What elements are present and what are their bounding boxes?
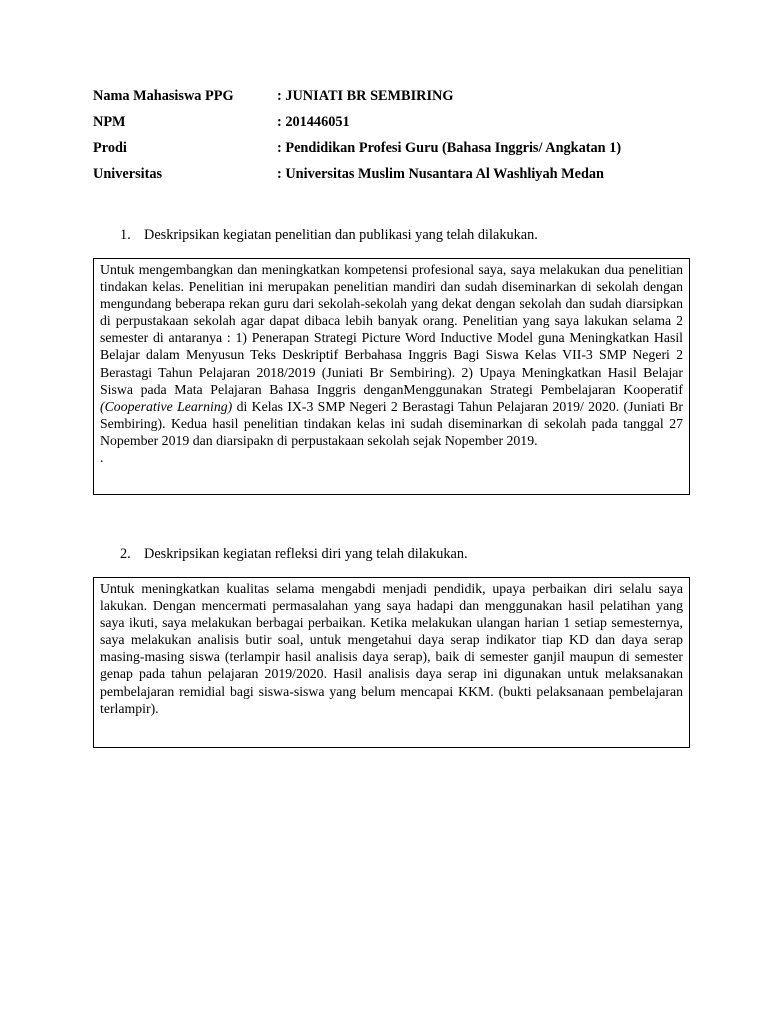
answer-text: Untuk mengembangkan dan meningkatkan kompetensi profesional saya, saya melakukan dua penelitian tindakan kelas. Penelitian ini merupakan penelitian mandiri dan sudah diseminarkan di sekolah dengan mengundang beberapa rekan guru dari sekolah-sekolah yang dekat dengan sekolah dan sudah diarsipkan di perpustakaan sekolah agar dapat dibaca lebih banyak orang. Penelitian yang saya lakukan selama 2 semester di antaranya : 1) Penerapan Strategi Picture Word Inductive Model guna Meningkatkan Hasil Belajar dalam Menyusun Teks Deskriptif Berbahasa Inggris Bagi Siswa Kelas VII-3 SMP Negeri 2 Berastagi Tahun Pelajaran 2018/2019 (Juniati Br Sembiring). 2) Upaya Meningkatkan Hasil Belajar Siswa pada Mata Pelajaran Bahasa Inggris denganMenggunakan Strategi Pembelajaran Kooperatif — [100, 262, 683, 397]
info-row-name — [93, 86, 713, 112]
info-label: Universitas — [93, 166, 163, 182]
answer-text: di Kelas IX-3 SMP Negeri 2 Berastagi Tahun Pelajaran 2019/ 2020. (Juniati Br Sembiring). Kedua hasil penelitian tindakan kelas ini sudah diseminarkan di sekolah pada tanggal 27 Nopember 2019 dan diarsipakn di perpustakaan sekolah sejak Nopember 2019. — [100, 398, 683, 448]
question-text: Deskripsikan kegiatan penelitian dan publikasi yang telah dilakukan. — [144, 227, 538, 243]
answer-paragraph — [100, 261, 683, 449]
info-label: Prodi — [93, 140, 127, 156]
info-label: Nama Mahasiswa PPG — [93, 88, 234, 104]
info-label: NPM — [93, 114, 126, 130]
question-number: 1. — [120, 227, 131, 243]
question-2 — [120, 545, 468, 563]
info-row-university — [93, 164, 713, 190]
answer-box-2 — [93, 577, 690, 748]
info-value: : JUNIATI BR SEMBIRING — [277, 88, 454, 104]
answer-italic-text: (Cooperative Learning) — [100, 398, 233, 414]
info-row-npm — [93, 112, 713, 138]
info-value: : Universitas Muslim Nusantara Al Washliyah Medan — [277, 166, 605, 182]
info-row-prodi — [93, 138, 713, 164]
question-1 — [120, 226, 538, 244]
answer-end-mark: . — [100, 450, 104, 466]
info-value: : Pendidikan Profesi Guru (Bahasa Inggris/ Angkatan 1) — [277, 140, 622, 156]
answer-text: Untuk meningkatkan kualitas selama mengabdi menjadi pendidik, upaya perbaikan diri selalu saya lakukan. Dengan mencermati permasalahan yang saya hadapi dan menggunakan hasil pelatihan yang saya ikuti, saya melakukan berbagai perbaikan. Ketika melakukan ulangan harian 1 setiap semesternya, saya melakukan analisis butir soal, untuk mengetahui daya serap indikator tiap KD dan daya serap masing-masing siswa (terlampir hasil analisis daya serap), baik di semester ganjil maupun di semester genap pada tahun pelajaran 2019/2020. Hasil analisis daya serap ini digunakan untuk melaksanakan pembelajaran remidial bagi siswa-siswa yang belum mencapai KKM. (bukti pelaksanaan pembelajaran terlampir). — [100, 581, 683, 716]
question-number: 2. — [120, 546, 131, 562]
question-text: Deskripsikan kegiatan refleksi diri yang telah dilakukan. — [144, 546, 468, 562]
student-info — [93, 86, 713, 190]
info-value: : 201446051 — [277, 114, 350, 130]
answer-box-1 — [93, 258, 690, 495]
